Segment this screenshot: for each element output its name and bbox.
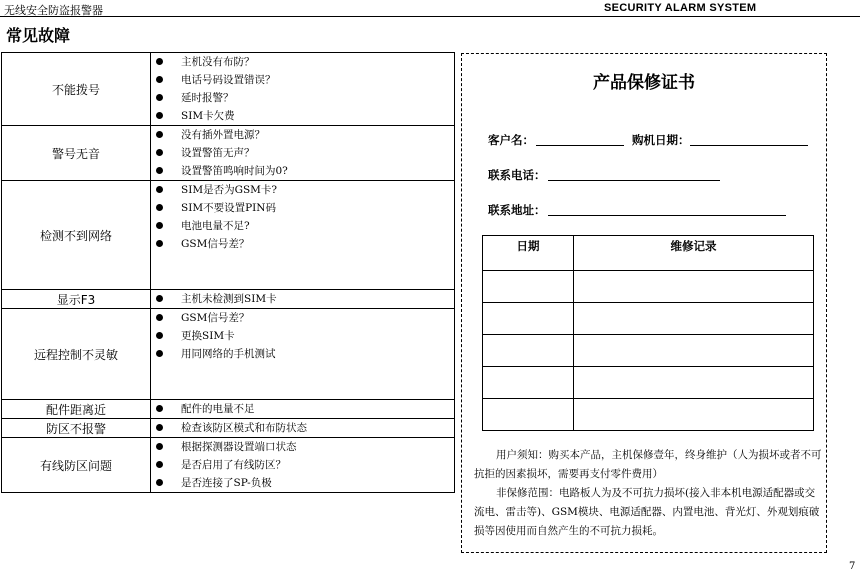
cause-item	[151, 217, 454, 235]
cause-item	[151, 438, 454, 456]
bullet-icon	[156, 240, 163, 247]
cause-item	[151, 126, 454, 144]
user-notice: 用户须知：购买本产品，主机保修壹年，终身维护（人为损坏或者不可抗拒的因素损坏，需要再支付零件费用）	[474, 449, 822, 480]
fault-row	[2, 419, 455, 438]
page-number: 7	[849, 561, 856, 572]
bullet-icon	[156, 94, 163, 101]
fault-row	[2, 309, 455, 400]
cause-text: 设置警笛无声？	[181, 147, 255, 159]
bullet-icon	[156, 149, 163, 156]
fault-name: 检测不到网络	[2, 181, 151, 290]
fault-causes	[151, 53, 455, 126]
fault-name: 显示F3	[2, 290, 151, 309]
purchase-date-label: 购机日期：	[632, 133, 690, 147]
cause-text: 是否启用了有线防区？	[181, 459, 286, 471]
cause-item	[151, 53, 454, 71]
fault-causes	[151, 438, 455, 493]
cause-text: 延时报警？	[181, 92, 234, 104]
cause-item	[151, 456, 454, 474]
bullet-icon	[156, 350, 163, 357]
cause-text: 更换SIM卡	[181, 330, 235, 342]
cause-item	[151, 400, 454, 418]
fault-name: 有线防区问题	[2, 438, 151, 493]
repair-date-cell	[483, 335, 574, 367]
bullet-icon	[156, 479, 163, 486]
repair-row	[483, 303, 814, 335]
bullet-icon	[156, 112, 163, 119]
fault-name: 配件距离近	[2, 400, 151, 419]
fault-row	[2, 181, 455, 290]
repair-record-cell	[574, 271, 814, 303]
cause-item	[151, 290, 454, 308]
cause-item	[151, 199, 454, 217]
fault-row	[2, 126, 455, 181]
customer-label: 客户名：	[488, 133, 534, 147]
fault-name: 不能拨号	[2, 53, 151, 126]
bullet-icon	[156, 76, 163, 83]
fault-causes	[151, 419, 455, 438]
bullet-icon	[156, 332, 163, 339]
fault-name: 警号无音	[2, 126, 151, 181]
repair-row	[483, 367, 814, 399]
record-column-header: 维修记录	[574, 236, 814, 271]
fault-causes	[151, 181, 455, 290]
cause-text: 电池电量不足?	[181, 220, 250, 232]
header-system-name: SECURITY ALARM SYSTEM	[604, 2, 757, 14]
address-label: 联系地址：	[488, 203, 546, 217]
repair-date-cell	[483, 399, 574, 431]
bullet-icon	[156, 58, 163, 65]
cause-text: 设置警笛鸣响时间为0?	[181, 165, 288, 177]
bullet-icon	[156, 314, 163, 321]
repair-row	[483, 399, 814, 431]
cause-item	[151, 235, 454, 253]
warranty-card	[461, 53, 827, 553]
cause-text: SIM是否为GSM卡?	[181, 184, 278, 196]
bullet-icon	[156, 204, 163, 211]
cause-item	[151, 89, 454, 107]
fault-row	[2, 53, 455, 126]
bullet-icon	[156, 461, 163, 468]
cause-item	[151, 144, 454, 162]
fault-row	[2, 400, 455, 419]
cause-text: 根据探测器设置端口状态	[181, 441, 297, 453]
bullet-icon	[156, 443, 163, 450]
cause-item	[151, 181, 454, 199]
repair-date-cell	[483, 367, 574, 399]
cause-text: 是否连接了SP-负极	[181, 477, 272, 489]
cause-text: 没有插外置电源？	[181, 129, 265, 141]
bullet-icon	[156, 167, 163, 174]
cause-text: 主机未检测到SIM卡	[181, 293, 277, 305]
cause-item	[151, 345, 454, 363]
fault-causes	[151, 290, 455, 309]
fault-name: 远程控制不灵敏	[2, 309, 151, 400]
cause-text: GSM信号差？	[181, 238, 250, 250]
customer-line	[536, 145, 624, 146]
cause-item	[151, 419, 454, 437]
cause-text: 用同网络的手机测试	[181, 348, 276, 360]
address-line	[548, 215, 786, 216]
fault-row	[2, 290, 455, 309]
bullet-icon	[156, 405, 163, 412]
fault-table	[1, 52, 455, 493]
purchase-date-line	[690, 145, 808, 146]
fault-name: 防区不报警	[2, 419, 151, 438]
header-divider	[0, 16, 860, 17]
cause-text: GSM信号差？	[181, 312, 250, 324]
cause-text: SIM不要设置PIN码	[181, 202, 276, 214]
fault-causes	[151, 126, 455, 181]
fault-causes	[151, 400, 455, 419]
date-column-header: 日期	[483, 236, 574, 271]
fault-causes	[151, 309, 455, 400]
cause-text: 检查该防区模式和布防状态	[181, 422, 307, 434]
repair-record-cell	[574, 367, 814, 399]
repair-record-cell	[574, 399, 814, 431]
phone-line	[548, 180, 720, 181]
repair-record-cell	[574, 303, 814, 335]
repair-row	[483, 335, 814, 367]
cause-item	[151, 474, 454, 492]
non-warranty-scope: 非保修范围：电路板人为及不可抗力损坏(接入非本机电源适配器或交流电、雷击等)、GSM模块、电源适配器、内置电池、背光灯、外观划痕破损等因使用而自然产生的不可抗力损耗。	[474, 487, 820, 537]
repair-date-cell	[483, 303, 574, 335]
section-title: 常见故障	[6, 26, 71, 45]
cause-item	[151, 327, 454, 345]
cause-text: 电话号码设置错误？	[181, 74, 276, 86]
bullet-icon	[156, 424, 163, 431]
header-product-name: 无线安全防盗报警器	[4, 4, 103, 17]
repair-date-cell	[483, 271, 574, 303]
fault-row	[2, 438, 455, 493]
phone-label: 联系电话：	[488, 168, 546, 182]
bullet-icon	[156, 186, 163, 193]
cause-item	[151, 71, 454, 89]
bullet-icon	[156, 295, 163, 302]
cause-item	[151, 309, 454, 327]
cause-item	[151, 107, 454, 125]
warranty-notice	[474, 446, 822, 541]
repair-record-cell	[574, 335, 814, 367]
cause-text: 主机没有布防？	[181, 56, 255, 68]
cause-text: SIM卡欠费	[181, 110, 235, 122]
repair-row	[483, 271, 814, 303]
bullet-icon	[156, 131, 163, 138]
warranty-title: 产品保修证书	[593, 73, 695, 93]
bullet-icon	[156, 222, 163, 229]
cause-text: 配件的电量不足	[181, 403, 255, 415]
repair-record-table	[482, 235, 814, 431]
cause-item	[151, 162, 454, 180]
